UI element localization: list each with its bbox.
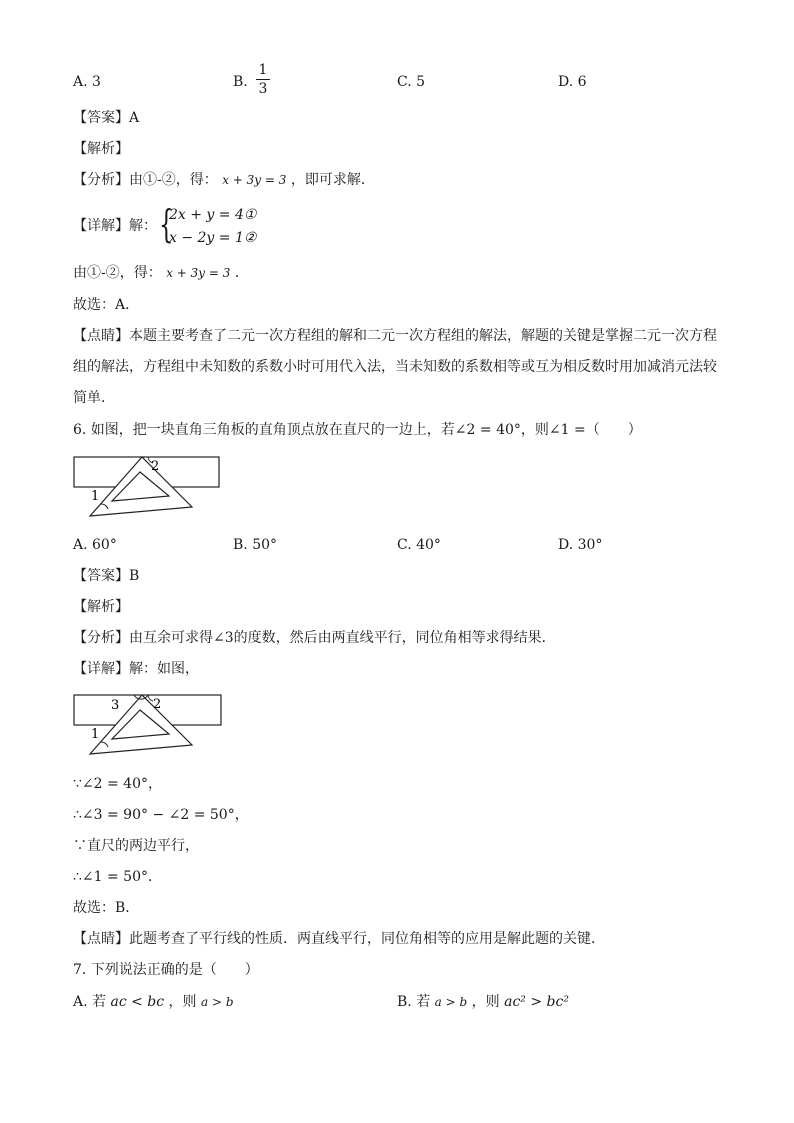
q6-option-a: A. 60°	[73, 537, 117, 553]
q5-fenxi-tail: ，即可求解．	[290, 172, 375, 188]
q6-analysis-label: 【解析】	[73, 599, 129, 615]
q6-comment: 【点睛】此题考查了平行线的性质．两直线平行，同位角相等的应用是解此题的关键．	[73, 931, 605, 947]
angle-label-2: 2	[153, 697, 162, 712]
q5-from-tail: ．	[234, 265, 249, 281]
q5-fenxi-text: 【分析】由①-②，得：	[73, 172, 218, 188]
q5-from-text: 由①-②，得：	[73, 265, 162, 281]
q5-option-a: A. 3	[73, 74, 101, 90]
q5-from-math: x + 3y = 3	[166, 266, 231, 280]
q6-step-3: ∵直尺的两边平行，	[73, 838, 199, 854]
q6-step-1: ∵∠2 = 40°，	[73, 776, 162, 792]
q6-detail: 【详解】解：如图，	[73, 661, 199, 677]
q5-fenxi	[73, 170, 375, 190]
q6-option-c: C. 40°	[397, 537, 441, 553]
q7-option-a-prefix: A. 若	[73, 994, 107, 1010]
q6-answer: 【答案】B	[73, 568, 140, 584]
q6-option-b: B. 50°	[233, 537, 278, 553]
q6-figure-ruler-triangle	[72, 452, 224, 520]
q7-option-b-math-1: a > b	[434, 995, 468, 1009]
equation-2: x − 2y = 1②	[169, 230, 257, 246]
q5-comment-line-1: 【点睛】本题主要考查了二元一次方程组的解和二元一次方程组的解法，解题的关键是掌握二元一次方程	[73, 328, 717, 344]
fraction-bar	[256, 79, 270, 80]
q7-option-b	[397, 992, 569, 1012]
angle-label-2: 2	[151, 459, 160, 474]
q5-option-c: C. 5	[397, 74, 426, 90]
q5-answer: 【答案】A	[73, 110, 140, 126]
q6-select: 故选：B．	[73, 900, 140, 916]
q5-fenxi-math: x + 3y = 3	[222, 173, 287, 187]
fraction-denominator: 3	[258, 81, 268, 97]
q5-from	[73, 263, 249, 283]
q7-option-a-math-1: ac < bc	[110, 994, 165, 1010]
q6-fenxi: 【分析】由互余可求得∠3的度数，然后由两直线平行，同位角相等求得结果．	[73, 630, 556, 646]
q6-solution-figure	[72, 690, 224, 758]
q5-select: 故选：A．	[73, 297, 140, 313]
q5-option-b-fraction	[256, 62, 270, 97]
angle-label-1: 1	[91, 489, 100, 504]
q6-option-d: D. 30°	[558, 537, 603, 553]
q7-option-b-prefix: B. 若	[397, 994, 431, 1010]
fraction-numerator: 1	[258, 62, 268, 78]
q5-analysis-label: 【解析】	[73, 141, 129, 157]
q6-step-2: ∴∠3 = 90° − ∠2 = 50°，	[73, 807, 249, 823]
q7-option-a	[73, 992, 234, 1012]
q5-option-b-prefix: B.	[233, 74, 248, 90]
equation-1: 2x + y = 4①	[169, 207, 257, 223]
q6-stem: 6. 如图，把一块直角三角板的直角顶点放在直尺的一边上，若∠2 = 40°，则∠1 =（ ）	[73, 422, 642, 438]
q7-option-b-mid: ，则	[471, 994, 500, 1010]
angle-label-1: 1	[91, 727, 100, 742]
q5-detail-label: 【详解】解：	[73, 218, 157, 234]
q7-option-a-mid: ，则	[168, 994, 197, 1010]
q7-stem: 7. 下列说法正确的是（ ）	[73, 962, 259, 978]
q7-option-b-math-2: ac² > bc²	[504, 994, 569, 1010]
q5-comment-line-2: 组的解法，方程组中未知数的系数小时可用代入法，当未知数的系数相等或互为相反数时用加减消元法较	[73, 359, 717, 375]
q5-comment-line-3: 简单．	[73, 390, 115, 406]
q5-option-d: D. 6	[558, 74, 587, 90]
q6-step-4: ∴∠1 = 50°．	[73, 869, 162, 885]
q7-option-a-math-2: a > b	[201, 995, 234, 1009]
brace-icon: {	[159, 202, 174, 246]
angle-label-3: 3	[111, 698, 120, 713]
